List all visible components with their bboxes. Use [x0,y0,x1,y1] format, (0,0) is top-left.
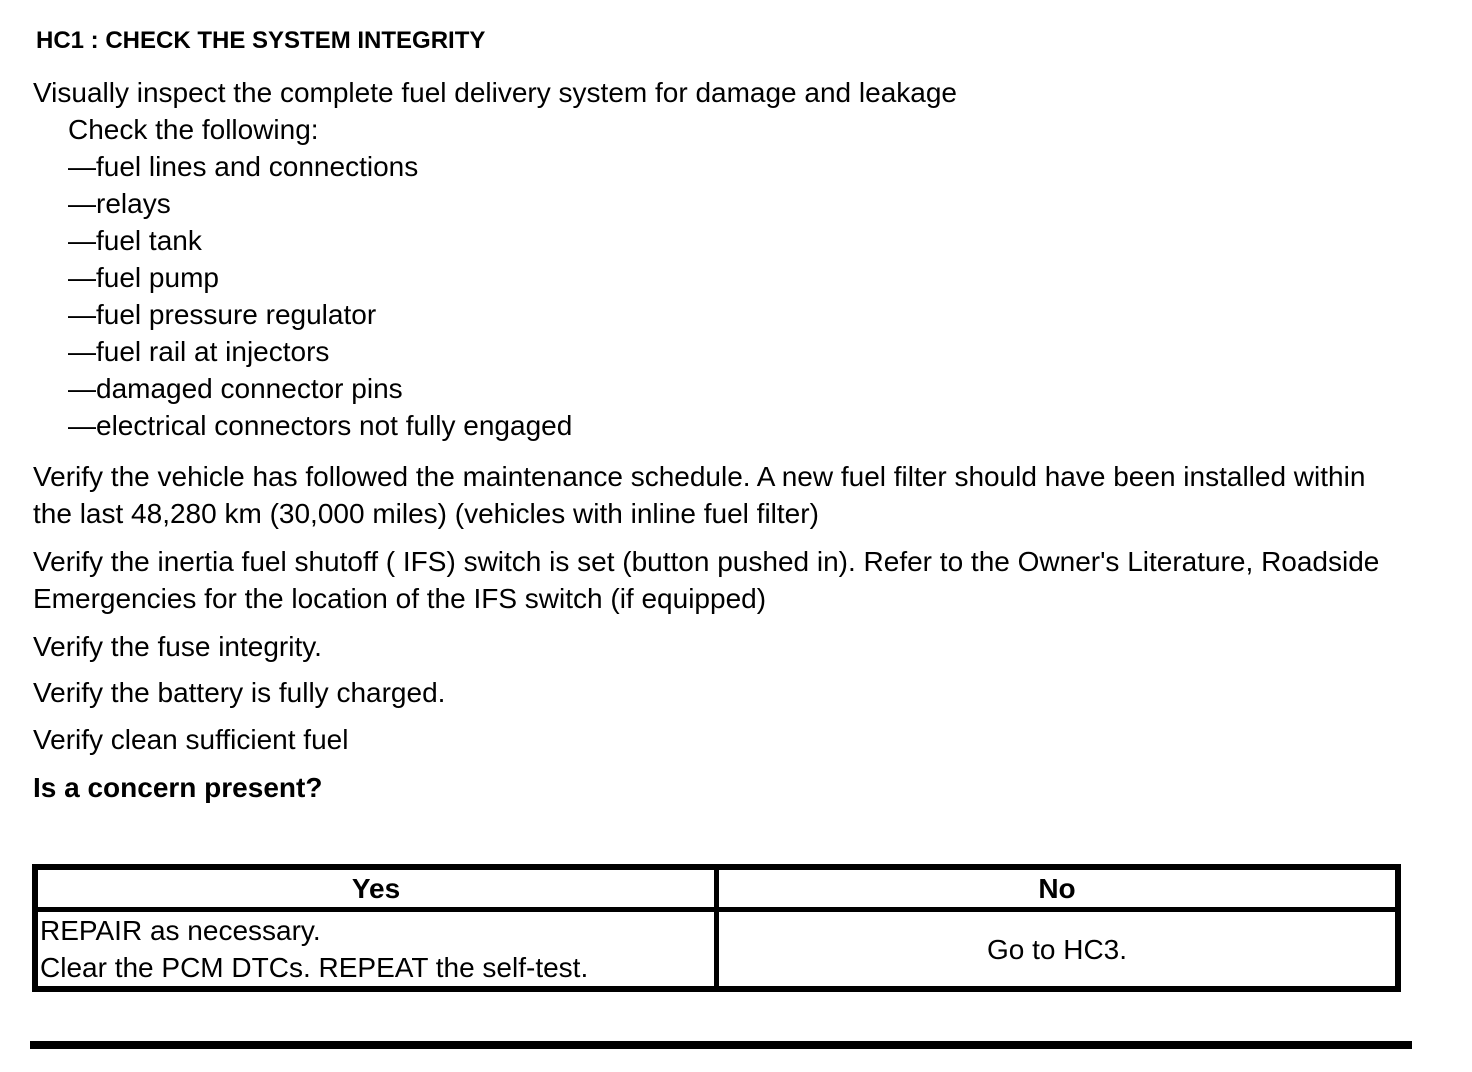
check-list-item: —fuel pressure regulator [68,299,377,330]
page-title: HC1 : CHECK THE SYSTEM INTEGRITY [36,27,486,54]
bottom-divider-rule [30,1041,1412,1049]
ifs-switch-paragraph: Verify the inertia fuel shutoff ( IFS) switch is set (button pushed in). Refer to the Owner's Literature, Roadside Emergencies for the location of the IFS switch (if equipped) [33,546,1380,614]
no-action-cell: Go to HC3. [717,910,1399,990]
check-list [68,111,1472,444]
decision-table-header-row [35,867,1398,910]
check-list-item: —damaged connector pins [68,373,403,404]
fuse-paragraph: Verify the fuse integrity. [33,631,322,662]
decision-table [32,864,1401,992]
check-list-item: —fuel pump [68,262,219,293]
yes-action-cell [35,910,717,990]
check-list-item: —relays [68,188,171,219]
yes-action-line: REPAIR as necessary. [40,915,321,946]
concern-question: Is a concern present? [33,772,323,803]
maintenance-paragraph: Verify the vehicle has followed the maintenance schedule. A new fuel filter should have been installed within the last 48,280 km (30,000 miles) (vehicles with inline fuel filter) [33,461,1366,529]
fuel-paragraph: Verify clean sufficient fuel [33,724,349,755]
decision-table-action-row [35,910,1398,990]
check-list-item: —fuel tank [68,225,202,256]
yes-column-header: Yes [35,867,717,910]
check-list-item: —fuel rail at injectors [68,336,330,367]
check-list-item: —fuel lines and connections [68,151,419,182]
yes-action-line: Clear the PCM DTCs. REPEAT the self-test. [40,952,589,983]
battery-paragraph: Verify the battery is fully charged. [33,677,446,708]
intro-paragraph: Visually inspect the complete fuel delivery system for damage and leakage [33,77,957,108]
no-column-header: No [717,867,1399,910]
check-list-item: —electrical connectors not fully engaged [68,410,573,441]
check-list-heading: Check the following: [68,114,319,145]
